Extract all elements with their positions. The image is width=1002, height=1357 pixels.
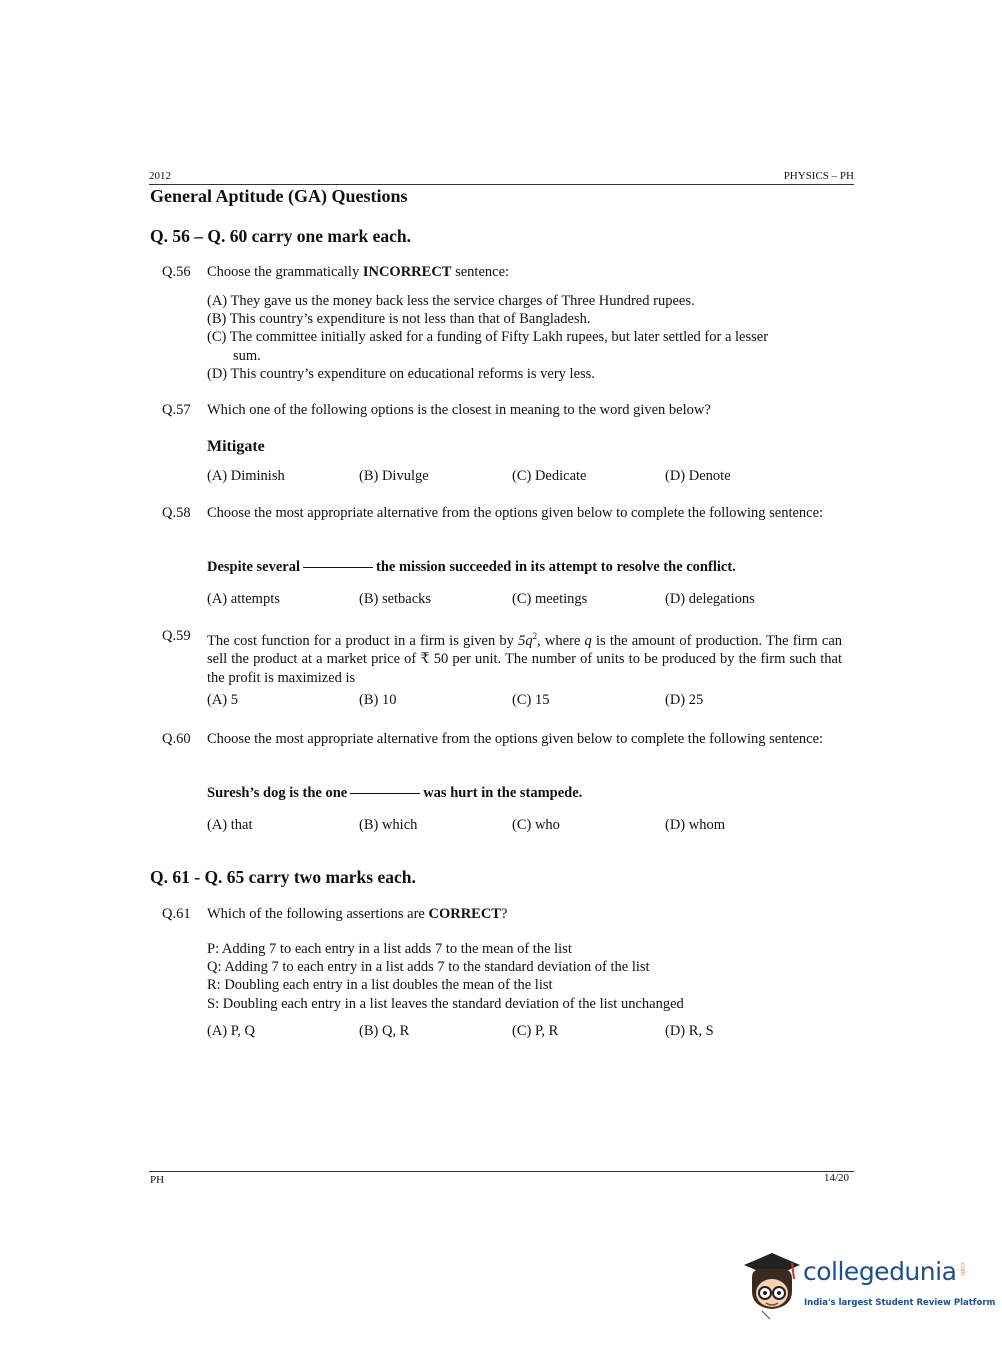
question-60 <box>162 730 842 749</box>
option-c: (C) P, R <box>512 1023 559 1039</box>
option-c: (C) 15 <box>512 692 550 708</box>
footer-divider <box>149 1171 854 1172</box>
q56-options <box>207 292 842 383</box>
header-paper: PHYSICS – PH <box>783 170 854 182</box>
option-c: (C) Dedicate <box>512 468 587 484</box>
question-number: Q.57 <box>162 402 191 418</box>
option-d: (D) 25 <box>665 692 704 708</box>
statement: R: Doubling each entry in a list doubles the mean of the list <box>207 977 553 994</box>
option: (B) This country’s expenditure is not less than that of Bangladesh. <box>207 311 591 328</box>
q61-options <box>207 1023 847 1043</box>
statement: Q: Adding 7 to each entry in a list adds 7 to the standard deviation of the list <box>207 959 650 976</box>
statement: S: Doubling each entry in a list leaves the standard deviation of the list unchanged <box>207 995 684 1012</box>
logo-tagline: India's largest Student Review Platform <box>804 1298 996 1308</box>
option-a: (A) that <box>207 817 253 833</box>
question-number: Q.60 <box>162 731 191 747</box>
header-year: 2012 <box>149 170 171 182</box>
q61-statements <box>207 940 842 1013</box>
q60-sentence: Suresh’s dog is the one was hurt in the stampede. <box>207 785 583 801</box>
section-title: General Aptitude (GA) Questions <box>150 186 408 206</box>
question-number: Q.59 <box>162 628 191 644</box>
logo-brand: collegedunia <box>803 1257 957 1286</box>
question-61 <box>162 905 842 924</box>
question-number: Q.61 <box>162 906 191 922</box>
option-b: (B) 10 <box>359 692 397 708</box>
option-c: (C) who <box>512 817 560 833</box>
group2-title: Q. 61 - Q. 65 carry two marks each. <box>150 867 416 887</box>
q57-options <box>207 468 847 488</box>
given-word: Mitigate <box>207 438 265 455</box>
option-d: (D) Denote <box>665 468 731 484</box>
option-b: (B) Q, R <box>359 1023 410 1039</box>
option-d: (D) whom <box>665 817 726 833</box>
option: (C) The committee initially asked for a funding of Fifty Lakh rupees, but later settled for a lesser <box>207 329 769 346</box>
question-56 <box>162 263 842 282</box>
question-58 <box>162 504 842 523</box>
option-d: (D) R, S <box>665 1023 714 1039</box>
option: (A) They gave us the money back less the service charges of Three Hundred rupees. <box>207 293 695 309</box>
footer-page-number: 14/20 <box>824 1172 850 1184</box>
logo-suffix: .com <box>959 1261 966 1276</box>
question-text: The cost function for a product in a firm is given by $5q^2$, where q is the amount of production. The firm can sell the product at a market price of ₹ 50 per unit. The number of units to be produced by the firm such that the profit is maximized is <box>207 631 843 686</box>
statement: P: Adding 7 to each entry in a list adds 7 to the mean of the list <box>207 941 572 957</box>
question-number: Q.58 <box>162 505 191 521</box>
question-57 <box>162 401 842 420</box>
q58-sentence: Despite several the mission succeeded in its attempt to resolve the conflict. <box>207 559 736 575</box>
question-text: Which of the following assertions are CORRECT? <box>207 906 508 922</box>
footer-code: PH <box>150 1174 165 1186</box>
option-a: (A) attempts <box>207 591 280 607</box>
question-text: Which one of the following options is the closest in meaning to the word given below? <box>207 402 711 418</box>
option-c: (C) meetings <box>512 591 588 607</box>
option-d: (D) delegations <box>665 591 755 607</box>
option-a: (A) P, Q <box>207 1023 255 1039</box>
question-number: Q.56 <box>162 264 191 280</box>
question-text: Choose the most appropriate alternative from the options given below to complete the following sentence: <box>207 505 824 521</box>
q60-options <box>207 817 847 837</box>
collegedunia-logo <box>742 1251 996 1321</box>
option-continuation: sum. <box>233 347 261 364</box>
question-text: Choose the grammatically INCORRECT sentence: <box>207 264 510 280</box>
option-a: (A) 5 <box>207 692 239 708</box>
option-b: (B) which <box>359 817 418 833</box>
question-59 <box>162 627 842 687</box>
group1-title: Q. 56 – Q. 60 carry one mark each. <box>150 226 411 246</box>
option-b: (B) Divulge <box>359 468 429 484</box>
option-a: (A) Diminish <box>207 468 285 484</box>
question-text: Choose the most appropriate alternative from the options given below to complete the following sentence: <box>207 731 824 747</box>
mascot-icon <box>742 1251 804 1321</box>
option: (D) This country’s expenditure on educational reforms is very less. <box>207 365 595 382</box>
q59-options <box>207 692 847 712</box>
page-header <box>149 168 854 185</box>
q58-options <box>207 591 847 611</box>
fill-blank <box>350 792 420 794</box>
fill-blank <box>303 566 373 568</box>
option-b: (B) setbacks <box>359 591 432 607</box>
